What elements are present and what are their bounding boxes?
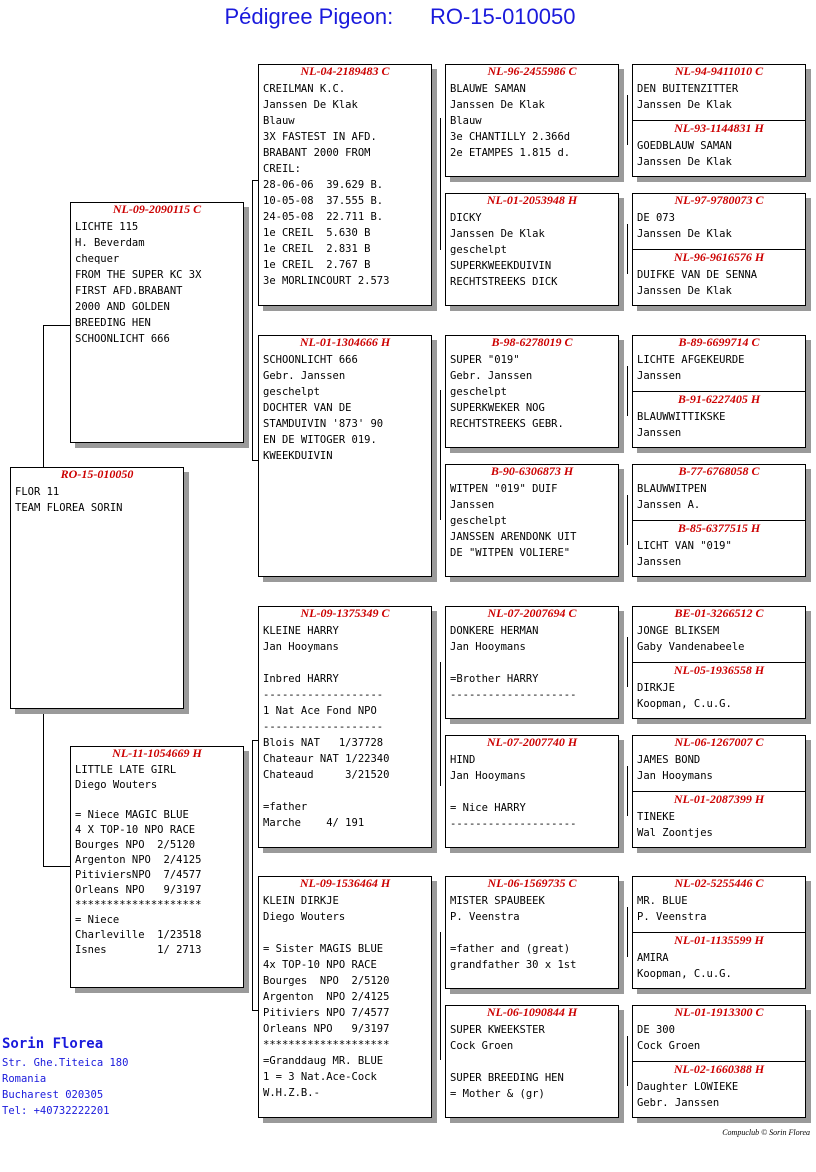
info-line: Cock Groen [637, 1040, 701, 1052]
info-line: Charleville 1/23518 [75, 929, 202, 941]
info-line: =father [263, 801, 308, 813]
owner-block [2, 1035, 128, 1119]
info-line: -------------------- [450, 818, 577, 830]
gen4-card [632, 1005, 806, 1118]
pigeon-name: FLOR 11 [15, 486, 60, 498]
info-line [450, 655, 614, 671]
connector-gen4-d [627, 495, 628, 545]
info-line: Wal Zoontjes [637, 827, 713, 839]
pigeon-name: JONGE BLIKSEM [637, 625, 720, 637]
pigeon-name: BLAUWWITTIKSKE [637, 411, 726, 423]
info-line: geschelpt [450, 244, 507, 256]
connector-gen4-f [627, 766, 628, 816]
info-line: Janssen De Klak [263, 99, 358, 111]
ring-number: RO-15-010050 [60, 467, 134, 481]
info-line [263, 783, 427, 799]
gen4-card [632, 335, 806, 448]
ring-number: B-98-6278019 C [491, 335, 573, 349]
info-line: Janssen De Klak [637, 285, 732, 297]
info-line: Janssen [450, 499, 495, 511]
gen4-card [632, 606, 806, 719]
gen3-card [445, 1005, 619, 1118]
info-line: Diego Wouters [75, 779, 158, 791]
info-line: KWEEKDUIVIN [263, 450, 333, 462]
info-line: 1e CREIL 2.767 B [263, 259, 371, 271]
info-line: 3e MORLINCOURT 2.573 [263, 275, 390, 287]
pigeon-name: LICHT VAN "019" [637, 540, 732, 552]
ring-number: B-85-6377515 H [677, 521, 761, 535]
info-line: = Sister MAGIS BLUE [263, 943, 384, 955]
info-line: 10-05-08 37.555 B. [263, 195, 384, 207]
info-line: Gaby Vandenabeele [637, 641, 745, 653]
connector-gen4-h [627, 1036, 628, 1086]
info-line: geschelpt [450, 386, 507, 398]
gen4-card [632, 64, 806, 177]
info-line: = Niece MAGIC BLUE [75, 809, 189, 821]
connector-gen3-b [440, 390, 441, 520]
info-line: FROM THE SUPER KC 3X [75, 269, 202, 281]
info-line: 1 = 3 Nat.Ace-Cock [263, 1071, 377, 1083]
pigeon-name: SUPER "019" [450, 354, 520, 366]
gen4-card [632, 735, 806, 848]
info-line: Inbred HARRY [263, 673, 339, 685]
connector-gen3-a [440, 118, 441, 250]
pigeon-name: HIND [450, 754, 476, 766]
info-line: P. Veenstra [450, 911, 520, 923]
info-line: Janssen De Klak [637, 156, 732, 168]
info-line: H. Beverdam [75, 237, 145, 249]
ring-number: NL-04-2189483 C [300, 64, 390, 78]
info-line: 3e CHANTILLY 2.366d [450, 131, 571, 143]
info-line: Orleans NPO 9/3197 [75, 884, 202, 896]
pigeon-name: SUPER KWEEKSTER [450, 1024, 545, 1036]
info-line: RECHTSTREEKS DICK [450, 276, 558, 288]
info-line: 1e CREIL 2.831 B [263, 243, 371, 255]
ring-number: NL-07-2007740 H [486, 735, 578, 749]
ring-number: NL-09-2090115 C [112, 202, 202, 216]
subject-card [10, 467, 184, 709]
info-line: Chateaur NAT 1/22340 [263, 753, 390, 765]
pigeon-name: DEN BUITENZITTER [637, 83, 739, 95]
owner-address-line: Romania [2, 1073, 47, 1085]
info-line: EN DE WITOGER 019. [263, 434, 377, 446]
info-line [450, 784, 614, 800]
info-line: BREEDING HEN [75, 317, 151, 329]
info-line: Bourges NPO 2/5120 [75, 839, 196, 851]
pigeon-name: KLEIN DIRKJE [263, 895, 339, 907]
pigeon-name: KLEINE HARRY [263, 625, 339, 637]
ring-number: NL-05-1936558 H [673, 663, 765, 677]
info-line: Isnes 1/ 2713 [75, 944, 202, 956]
page-title: Pédigree Pigeon: RO-15-010050 [224, 4, 576, 29]
info-line [263, 925, 427, 941]
info-line: RECHTSTREEKS GEBR. [450, 418, 564, 430]
info-line: Gebr. Janssen [450, 370, 533, 382]
info-line: 4x TOP-10 NPO RACE [263, 959, 377, 971]
info-line: 3X FASTEST IN AFD. [263, 131, 377, 143]
ring-number: B-77-6768058 C [678, 464, 760, 478]
info-line: =Granddaug MR. BLUE [263, 1055, 384, 1067]
ring-number: NL-06-1090844 H [486, 1005, 578, 1019]
info-line: Janssen De Klak [637, 99, 732, 111]
info-line: SUPERKWEKER NOG [450, 402, 545, 414]
info-line: Chateaud 3/21520 [263, 769, 390, 781]
info-line [450, 1054, 614, 1070]
ring-number: NL-94-9411010 C [674, 64, 764, 78]
pigeon-name: JAMES BOND [637, 754, 701, 766]
info-line: ------------------- [263, 721, 384, 733]
info-line: STAMDUIVIN '873' 90 [263, 418, 384, 430]
connector-subject-dam-h [43, 866, 71, 867]
info-line [450, 925, 614, 941]
info-line: 24-05-08 22.711 B. [263, 211, 384, 223]
info-line: ******************** [75, 899, 202, 911]
owner-address-line: Str. Ghe.Titeica 180 [2, 1057, 129, 1069]
connector-gen3-d [440, 932, 441, 1060]
sire-dam-card [258, 335, 432, 577]
owner-phone: Tel: +40732222201 [2, 1105, 110, 1117]
info-line: FIRST AFD.BRABANT [75, 285, 183, 297]
ring-number: NL-09-1375349 C [300, 606, 390, 620]
pigeon-name: Daughter LOWIEKE [637, 1081, 739, 1093]
info-line: Orleans NPO 9/3197 [263, 1023, 390, 1035]
info-line: SUPERKWEEKDUIVIN [450, 260, 552, 272]
connector-subject-sire-h [43, 325, 71, 326]
info-line: Janssen [637, 427, 682, 439]
connector-gen4-g [627, 907, 628, 957]
info-line: DOCHTER VAN DE [263, 402, 352, 414]
pigeon-name: LICHTE 115 [75, 221, 139, 233]
gen3-card [445, 735, 619, 848]
info-line: Marche 4/ 191 [263, 817, 365, 829]
gen3-card [445, 464, 619, 577]
pigeon-name: CREILMAN K.C. [263, 83, 346, 95]
info-line: Janssen De Klak [450, 228, 545, 240]
info-line: Gebr. Janssen [263, 370, 346, 382]
info-line: Bourges NPO 2/5120 [263, 975, 390, 987]
pigeon-name: DONKERE HERMAN [450, 625, 539, 637]
info-line: JANSSEN ARENDONK UIT [450, 531, 577, 543]
owner-name: Sorin Florea [2, 1036, 104, 1052]
ring-number: NL-96-9616576 H [673, 250, 765, 264]
ring-number: NL-02-1660388 H [673, 1062, 765, 1076]
gen3-card [445, 193, 619, 306]
info-line: Jan Hooymans [263, 641, 339, 653]
info-line: P. Veenstra [637, 911, 707, 923]
info-line [75, 793, 239, 808]
pigeon-name: LICHTE AFGEKEURDE [637, 354, 745, 366]
gen4-card [632, 464, 806, 577]
pigeon-name: MR. BLUE [637, 895, 688, 907]
info-line: = Mother & (gr) [450, 1088, 545, 1100]
owner-address-line: Bucharest 020305 [2, 1089, 104, 1101]
pigeon-name: GOEDBLAUW SAMAN [637, 140, 732, 152]
ring-number: NL-07-2007694 C [487, 606, 577, 620]
connector-gen4-c [627, 366, 628, 416]
info-line: Argenton NPO 2/4125 [263, 991, 390, 1003]
info-line: grandfather 30 x 1st [450, 959, 577, 971]
pigeon-name: DE 073 [637, 212, 675, 224]
gen4-card [632, 876, 806, 989]
ring-number: NL-01-2053948 H [486, 193, 578, 207]
info-line: Gebr. Janssen [637, 1097, 720, 1109]
ring-number: B-91-6227405 H [677, 392, 761, 406]
gen4-card [632, 193, 806, 306]
pigeon-name: BLAUWWITPEN [637, 483, 707, 495]
info-line: SCHOONLICHT 666 [75, 333, 170, 345]
info-line: Janssen [637, 556, 682, 568]
info-line: Janssen A. [637, 499, 701, 511]
info-line: Janssen De Klak [637, 228, 732, 240]
ring-number: NL-02-5255446 C [674, 876, 764, 890]
info-line: ******************** [263, 1039, 390, 1051]
pigeon-name: DE 300 [637, 1024, 675, 1036]
info-line: W.H.Z.B.- [263, 1087, 320, 1099]
info-line: PitiviersNPO 7/4577 [75, 869, 202, 881]
gen3-card [445, 876, 619, 989]
info-line: 1 Nat Ace Fond NPO [263, 705, 377, 717]
info-line: DE "WITPEN VOLIERE" [450, 547, 571, 559]
info-line: Jan Hooymans [450, 641, 526, 653]
pigeon-name: SCHOONLICHT 666 [263, 354, 358, 366]
info-line: Diego Wouters [263, 911, 346, 923]
info-line: 4 X TOP-10 NPO RACE [75, 824, 196, 836]
connector-gen4-e [627, 637, 628, 687]
ring-number: NL-97-9780073 C [674, 193, 764, 207]
footer-credit: Compuclub © Sorin Florea [722, 1128, 810, 1137]
ring-number: NL-01-1913300 C [674, 1005, 764, 1019]
info-line: Argenton NPO 2/4125 [75, 854, 202, 866]
info-line: Blauw [263, 115, 295, 127]
info-line: 2000 AND GOLDEN [75, 301, 170, 313]
info-line: geschelpt [450, 515, 507, 527]
connector-sire-parents [252, 180, 253, 460]
info-line [263, 655, 427, 671]
info-line: ------------------- [263, 689, 384, 701]
dam-sire-card [258, 606, 432, 848]
info-line: Koopman, C.u.G. [637, 968, 732, 980]
info-line: Cock Groen [450, 1040, 514, 1052]
info-line: 28-06-06 39.629 B. [263, 179, 384, 191]
connector-subject-sire [43, 325, 44, 470]
ring-number: NL-06-1569735 C [487, 876, 577, 890]
pigeon-name: DICKY [450, 212, 482, 224]
info-line: Koopman, C.u.G. [637, 698, 732, 710]
info-line: = Niece [75, 914, 120, 926]
ring-number: B-89-6699714 C [678, 335, 760, 349]
gen3-card [445, 335, 619, 448]
pigeon-name: TINEKE [637, 811, 675, 823]
owner-line: TEAM FLOREA SORIN [15, 502, 123, 514]
sire-card [70, 202, 244, 443]
info-line: BRABANT 2000 FROM [263, 147, 371, 159]
ring-number: NL-96-2455986 C [487, 64, 577, 78]
info-line: Blauw [450, 115, 482, 127]
ring-number: NL-01-2087399 H [673, 792, 765, 806]
info-line: CREIL: [263, 163, 301, 175]
sire-sire-card [258, 64, 432, 306]
gen3-card [445, 64, 619, 177]
pigeon-name: BLAUWE SAMAN [450, 83, 526, 95]
info-line: Pitiviers NPO 7/4577 [263, 1007, 390, 1019]
pigeon-name: MISTER SPAUBEEK [450, 895, 545, 907]
gen3-card [445, 606, 619, 719]
ring-number: NL-11-1054669 H [112, 746, 202, 760]
info-line: =father and (great) [450, 943, 571, 955]
pigeon-name: DUIFKE VAN DE SENNA [637, 269, 758, 281]
info-line: chequer [75, 253, 120, 265]
pigeon-name: AMIRA [637, 952, 669, 964]
connector-gen4-b [627, 224, 628, 274]
info-line: 1e CREIL 5.630 B [263, 227, 371, 239]
info-line: geschelpt [263, 386, 320, 398]
info-line: Jan Hooymans [637, 770, 713, 782]
connector-subject-dam [43, 712, 44, 867]
info-line: Jan Hooymans [450, 770, 526, 782]
pigeon-name: LITTLE LATE GIRL [75, 764, 177, 776]
dam-dam-card [258, 876, 432, 1118]
ring-number: B-90-6306873 H [490, 464, 574, 478]
info-line: -------------------- [450, 689, 577, 701]
info-line: = Nice HARRY [450, 802, 526, 814]
info-line: Janssen De Klak [450, 99, 545, 111]
info-line: SUPER BREEDING HEN [450, 1072, 564, 1084]
info-line: 2e ETAMPES 1.815 d. [450, 147, 571, 159]
info-line: =Brother HARRY [450, 673, 539, 685]
ring-number: NL-06-1267007 C [674, 735, 764, 749]
pigeon-name: DIRKJE [637, 682, 675, 694]
ring-number: BE-01-3266512 C [674, 606, 764, 620]
info-line: Janssen [637, 370, 682, 382]
dam-card [70, 746, 244, 988]
connector-dam-parents [252, 740, 253, 1010]
ring-number: NL-01-1135599 H [674, 933, 764, 947]
ring-number: NL-01-1304666 H [299, 335, 391, 349]
ring-number: NL-09-1536464 H [299, 876, 391, 890]
ring-number: NL-93-1144831 H [674, 121, 764, 135]
connector-gen3-c [440, 662, 441, 786]
pigeon-name: WITPEN "019" DUIF [450, 483, 558, 495]
info-line: Blois NAT 1/37728 [263, 737, 384, 749]
connector-gen4-a [627, 95, 628, 145]
